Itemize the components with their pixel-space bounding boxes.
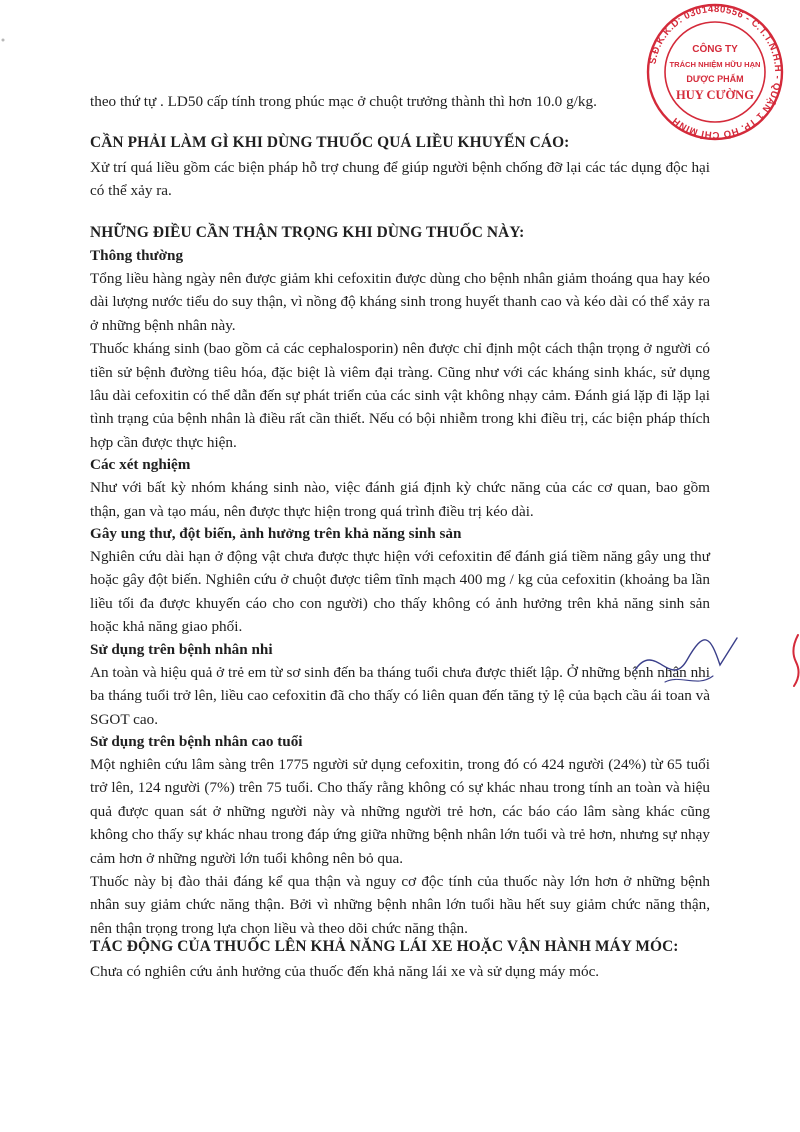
overdose-heading: CẦN PHẢI LÀM GÌ KHI DÙNG THUỐC QUÁ LIỀU KHUYẾN CÁO: — [90, 134, 570, 151]
pediatric-paragraph: An toàn và hiệu quả ở trẻ em từ sơ sinh đến ba tháng tuổi chưa được thiết lập. Ở những bệnh nhân nhi ba tháng tuổi trở lên, liều cao cefoxitin đã cho thấy có liên quan đến tăng tỷ lệ của bạch cầu ái toan và SGOT cao. — [90, 663, 710, 728]
precautions-section — [90, 245, 710, 940]
general-paragraph-2: Thuốc kháng sinh (bao gồm cả các cephalosporin) nên được chỉ định một cách thận trọng ở người có tiền sử bệnh đường tiêu hóa, đặc biệt là viêm đại tràng. Cũng như với các kháng sinh khác, sử dụng lâu dài cefoxitin có thể dẫn đến sự phát triển của các sinh vật không nhạy cảm. Đánh giá lặp đi lặp lại tình trạng của bệnh nhân là điều rất cần thiết. Nếu có bội nhiễm trong khi điều trị, các biện pháp thích hợp cần được thực hiện. — [90, 340, 710, 451]
company-stamp — [640, 2, 790, 142]
stamp-line-3: DƯỢC PHẨM — [686, 74, 744, 84]
edge-stamp-fragment — [786, 630, 800, 690]
driving-body: Chưa có nghiên cứu ảnh hưởng của thuốc đến khả năng lái xe và sử dụng máy móc. — [90, 963, 600, 980]
stamp-line-2: TRÁCH NHIỆM HỮU HẠN — [669, 60, 761, 69]
cancer-paragraph: Nghiên cứu dài hạn ở động vật chưa được thực hiện với cefoxitin để đánh giá tiềm năng gây ung thư hoặc gây đột biến. Nghiên cứu ở chuột được tiêm tĩnh mạch 400 mg / kg của cefoxitin (khoảng ba lần liều tối đa được khuyến cáo cho con người) cho thấy không có ảnh hưởng trên khả năng sinh sản hoặc khả năng giao phối. — [90, 548, 710, 636]
pediatric-subheading: Sử dụng trên bệnh nhân nhi — [90, 640, 273, 658]
elderly-paragraph-1: Một nghiên cứu lâm sàng trên 1775 người sử dụng cefoxitin, trong đó có 424 người (24%) từ 65 tuổi trở lên, 124 người (7%) trên 75 tuổi. Cho thấy rằng không có sự khác nhau trong tính an toàn và hiệu quả được quan sát ở những người này và những người trẻ hơn, các báo cáo lâm sàng khác cũng không cho thấy sự khác nhau trong đáp ứng giữa những bệnh nhân lớn tuổi và trẻ hơn, nhưng sự nhạy cảm hơn ở những người lớn tuổi không nên bỏ qua. — [90, 755, 710, 867]
general-paragraph-1: Tổng liều hàng ngày nên được giảm khi cefoxitin được dùng cho bệnh nhân giảm thoáng qua hay kéo dài lượng nước tiểu do suy thận, vì nồng độ kháng sinh trong huyết thanh cao và kéo dài có thể xảy ra ở những bệnh nhân này. — [90, 270, 710, 334]
driving-heading: TÁC ĐỘNG CỦA THUỐC LÊN KHẢ NĂNG LÁI XE HOẶC VẬN HÀNH MÁY MÓC: — [90, 938, 679, 955]
overdose-body: Xử trí quá liều gồm các biện pháp hỗ trợ chung để giúp người bệnh chống đỡ lại các tác dụng độc hại có thể xảy ra. — [90, 159, 710, 200]
cancer-subheading: Gây ung thư, đột biến, ảnh hưởng trên khả năng sinh sản — [90, 525, 462, 543]
stamp-line-4: HUY CƯỜNG — [676, 88, 754, 102]
signature-mark — [625, 630, 745, 700]
intro-paragraph — [90, 90, 710, 113]
elderly-subheading: Sử dụng trên bệnh nhân cao tuổi — [90, 732, 303, 750]
general-subheading: Thông thường — [90, 247, 184, 264]
tests-paragraph: Như với bất kỳ nhóm kháng sinh nào, việc đánh giá định kỳ chức năng của các cơ quan, bao gồm thận, gan và tạo máu, nên được thực hiện trong quá trình điều trị kéo dài. — [90, 479, 710, 520]
stamp-ring-text: S.Đ.K.K.D: 0301480556 - C.T.T.N.H.H - QUẬN 1 TP. HỒ CHÍ MINH — [647, 3, 784, 141]
intro-line: theo thứ tự . LD50 cấp tính trong phúc mạc ở chuột trưởng thành thì hơn 10.0 g/kg. — [90, 93, 597, 110]
stamp-line-1: CÔNG TY — [692, 44, 738, 55]
scan-artifact — [0, 30, 6, 36]
elderly-paragraph-2: Thuốc này bị đào thải đáng kể qua thận và nguy cơ độc tính của thuốc này lớn hơn ở những bệnh nhân suy giảm chức năng thận. Bởi vì những bệnh nhân lớn tuổi hầu hết suy giảm chức năng thận, nên thận trọng trong lựa chọn liều và theo dõi chức năng thận. — [90, 872, 710, 937]
tests-subheading: Các xét nghiệm — [90, 456, 191, 474]
overdose-section — [90, 156, 710, 203]
precautions-heading: NHỮNG ĐIỀU CẦN THẬN TRỌNG KHI DÙNG THUỐC NÀY: — [90, 224, 525, 241]
driving-section — [90, 960, 710, 983]
